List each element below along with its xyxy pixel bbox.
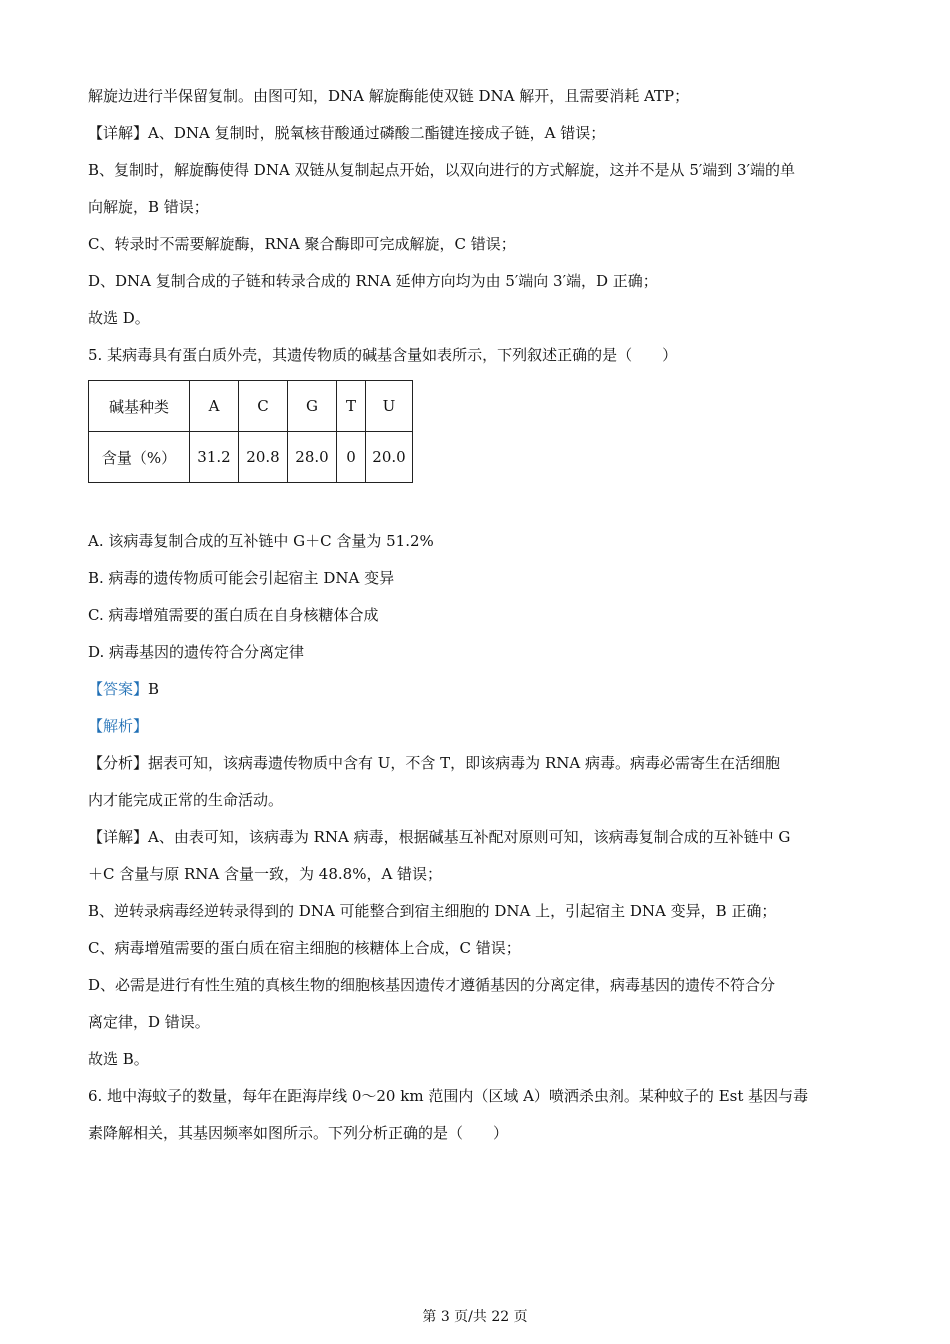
option-d: D. 病毒基因的遗传符合分离定律 bbox=[88, 643, 305, 661]
text-line: 素降解相关，其基因频率如图所示。下列分析正确的是（ ） bbox=[88, 1124, 509, 1142]
table-cell: T bbox=[337, 381, 366, 432]
text-line: B、逆转录病毒经逆转录得到的 DNA 可能整合到宿主细胞的 DNA 上，引起宿主 DNA 变异，B 正确； bbox=[88, 902, 777, 920]
table-cell: 20.0 bbox=[366, 432, 413, 483]
text-line: ＋C 含量与原 RNA 含量一致，为 48.8%，A 错误； bbox=[88, 865, 443, 883]
option-c: C. 病毒增殖需要的蛋白质在自身核糖体合成 bbox=[88, 606, 379, 624]
text-line: B、复制时，解旋酶使得 DNA 双链从复制起点开始，以双向进行的方式解旋，这并不是从 5′端到 3′端的单 bbox=[88, 161, 795, 179]
text-line: 解旋边进行半保留复制。由图可知，DNA 解旋酶能使双链 DNA 解开，且需要消耗 ATP； bbox=[88, 87, 690, 105]
text-line: C、转录时不需要解旋酶，RNA 聚合酶即可完成解旋，C 错误； bbox=[88, 235, 516, 253]
text-line: 【详解】A、DNA 复制时，脱氧核苷酸通过磷酸二酯键连接成子链，A 错误； bbox=[88, 124, 606, 142]
table-row bbox=[89, 432, 413, 483]
text-line: 内才能完成正常的生命活动。 bbox=[88, 791, 284, 809]
table-cell: C bbox=[239, 381, 288, 432]
table-header-row bbox=[89, 381, 413, 432]
table-cell: G bbox=[288, 381, 337, 432]
analysis-tag: 【解析】 bbox=[88, 717, 149, 735]
answer-line bbox=[88, 671, 868, 708]
base-content-table bbox=[88, 380, 413, 483]
question-5-stem: 5. 某病毒具有蛋白质外壳，其遗传物质的碱基含量如表所示，下列叙述正确的是（ ） bbox=[88, 346, 678, 364]
table-cell: 含量（%） bbox=[89, 432, 190, 483]
table-cell: 0 bbox=[337, 432, 366, 483]
table-cell: U bbox=[366, 381, 413, 432]
page-number: 第 3 页/共 22 页 bbox=[422, 1309, 528, 1325]
answer-value: B bbox=[148, 680, 160, 698]
text-line: D、必需是进行有性生殖的真核生物的细胞核基因遗传才遵循基因的分离定律，病毒基因的遗传不符合分 bbox=[88, 976, 776, 994]
document-page bbox=[88, 78, 868, 1152]
option-a: A. 该病毒复制合成的互补链中 G＋C 含量为 51.2% bbox=[88, 532, 434, 550]
question-6-stem: 6. 地中海蚊子的数量，每年在距海岸线 0～20 km 范围内（区域 A）喷洒杀虫剂。某种蚊子的 Est 基因与毒 bbox=[88, 1087, 809, 1105]
text-line: 离定律，D 错误。 bbox=[88, 1013, 210, 1031]
table-cell: 碱基种类 bbox=[89, 381, 190, 432]
text-line: 故选 B。 bbox=[88, 1050, 149, 1068]
text-line: 向解旋，B 错误； bbox=[88, 198, 209, 216]
text-line: 故选 D。 bbox=[88, 309, 150, 327]
answer-tag: 【答案】 bbox=[88, 680, 149, 698]
text-line: D、DNA 复制合成的子链和转录合成的 RNA 延伸方向均为由 5′端向 3′端，D 正确； bbox=[88, 272, 658, 290]
table-cell: 28.0 bbox=[288, 432, 337, 483]
text-line: 【分析】据表可知，该病毒遗传物质中含有 U，不含 T，即该病毒为 RNA 病毒。病毒必需寄生在活细胞 bbox=[88, 754, 780, 772]
table-cell: A bbox=[190, 381, 239, 432]
text-line: 【详解】A、由表可知，该病毒为 RNA 病毒，根据碱基互补配对原则可知，该病毒复制合成的互补链中 G bbox=[88, 828, 791, 846]
table-cell: 20.8 bbox=[239, 432, 288, 483]
table-cell: 31.2 bbox=[190, 432, 239, 483]
text-line: C、病毒增殖需要的蛋白质在宿主细胞的核糖体上合成，C 错误； bbox=[88, 939, 521, 957]
option-b: B. 病毒的遗传物质可能会引起宿主 DNA 变异 bbox=[88, 569, 395, 587]
